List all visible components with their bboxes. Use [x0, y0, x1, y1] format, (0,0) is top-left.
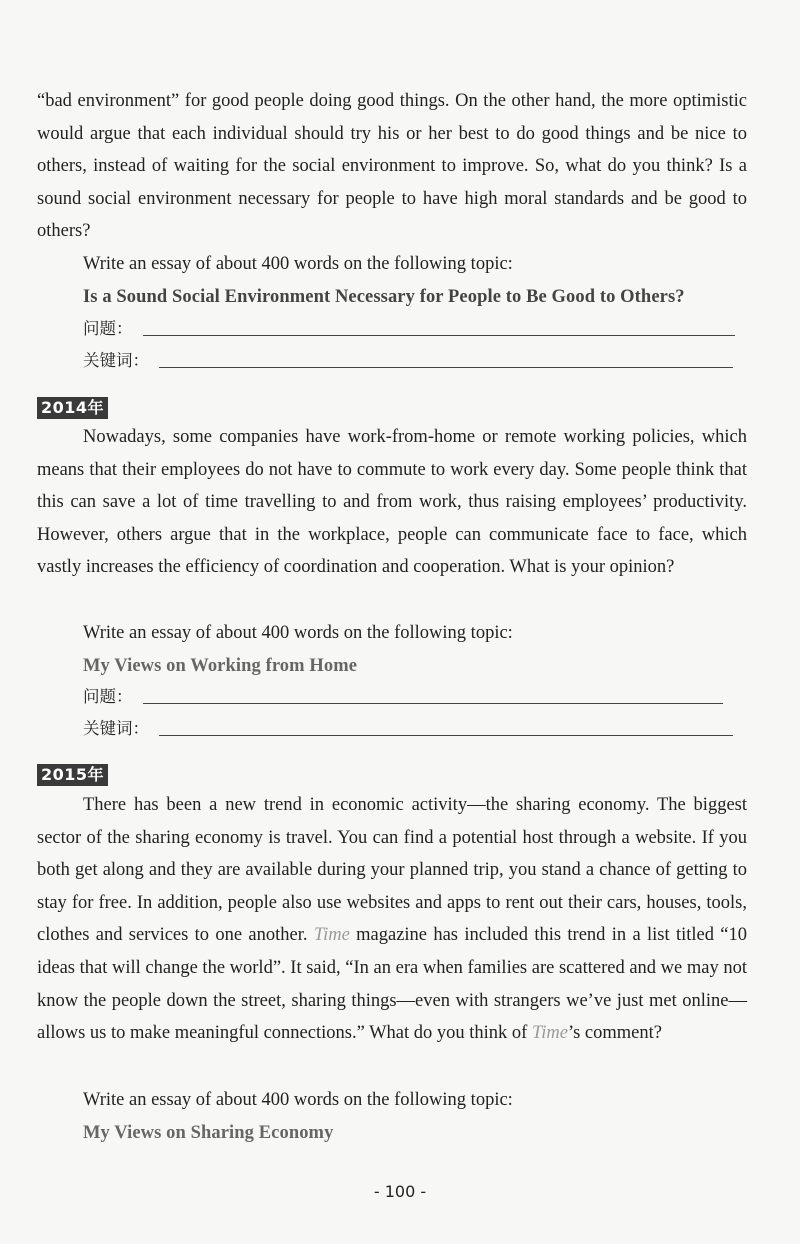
- keywords-label: 关键词：: [83, 351, 149, 370]
- section3-paragraph: [37, 789, 747, 1050]
- section3-text-part3: ’s comment?: [567, 1023, 662, 1044]
- question-blank-line: [143, 335, 735, 336]
- question-label: 问题：: [83, 687, 133, 706]
- keywords-blank-line: [159, 367, 733, 368]
- year-tag-2015: 2015年: [37, 764, 108, 786]
- section3-text-part1: There has been a new trend in economic activity—the sharing economy. The biggest sector of the sharing economy is travel. You can find a potential host through a website. If you both get along and they are available during your planned trip, you stand a chance of getting to stay for free. In addition, people also use websites and apps to rent out their cars, houses, tools, clothes and services to one another.: [37, 795, 747, 946]
- section2-question-row: [83, 684, 723, 708]
- section2-topic: My Views on Working from Home: [83, 656, 358, 676]
- section2-keywords-row: [83, 716, 733, 740]
- section1-keywords-row: [83, 348, 733, 372]
- year-tag-2014: 2014年: [37, 397, 108, 419]
- section1-topic: Is a Sound Social Environment Necessary for People to Be Good to Others?: [83, 287, 685, 307]
- section1-paragraph: “bad environment” for good people doing good things. On the other hand, the more optimistic would argue that each individual should try his or her best to do good things and be nice to others, instead of waiting for the social environment to improve. So, what do you think? Is a sound social environment necessary for people to have high moral standards and be good to others?: [37, 91, 747, 242]
- section3-instruction: Write an essay of about 400 words on the following topic:: [83, 1090, 513, 1110]
- keywords-blank-line: [159, 735, 733, 736]
- keywords-label: 关键词：: [83, 719, 149, 738]
- time-magazine-title: Time: [313, 925, 350, 946]
- section3-text-part2: magazine has included this trend in a list titled “10 ideas that will change the world”. It said, “In an era when families are scattered and we may not know the people down the street, sharing things—even with strangers we’ve just met online—allows us to make meaningful connections.” What do you think of: [37, 925, 747, 1044]
- section1-instruction: Write an essay of about 400 words on the following topic:: [83, 254, 513, 274]
- section2-paragraph: Nowadays, some companies have work-from-home or remote working policies, which means that their employees do not have to commute to work every day. Some people think that this can save a lot of time travelling to and from work, thus raising employees’ productivity. However, others argue that in the workplace, people can communicate face to face, which vastly increases the efficiency of coordination and cooperation. What is your opinion?: [37, 427, 747, 578]
- section2-instruction: Write an essay of about 400 words on the following topic:: [83, 623, 513, 643]
- question-label: 问题：: [83, 319, 133, 338]
- section1-question-row: [83, 316, 735, 340]
- question-blank-line: [143, 703, 723, 704]
- page-number: - 100 -: [373, 1182, 427, 1201]
- section3-topic: My Views on Sharing Economy: [83, 1123, 334, 1143]
- time-magazine-title: Time: [531, 1023, 568, 1044]
